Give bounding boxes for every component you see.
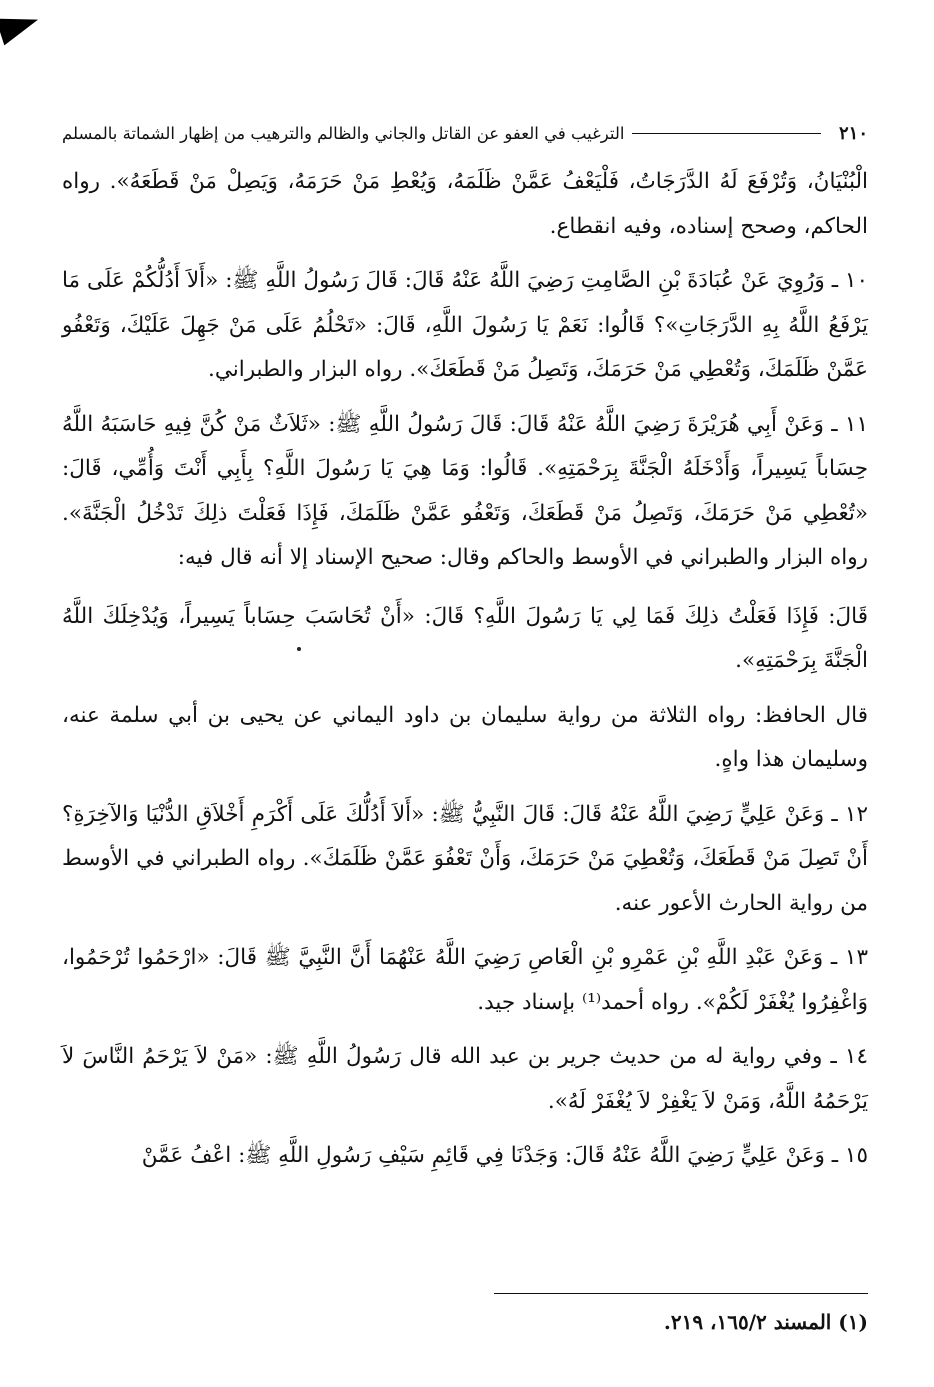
hadith-10: ١٠ ـ وَرُوِيَ عَنْ عُبَادَةَ بْنِ الصَّامِتِ رَضِيَ اللَّهُ عَنْهُ قَالَ: قَالَ رَسُولُ اللَّهِ ﷺ: «أَلاَ أَدُلُّكُمْ عَلَى مَا يَرْفَعُ اللَّهُ بِهِ الدَّرَجَاتِ»؟ قَالُوا: نَعَمْ يَا رَسُولَ اللَّهِ، قَالَ: «تَحْلُمُ عَلَى مَنْ جَهِلَ عَلَيْكَ، وَتَعْفُو عَمَّنْ ظَلَمَكَ، وَتُعْطِي مَنْ حَرَمَكَ، وَتَصِلُ مَنْ قَطَعَكَ». رواه البزار والطبراني.: [62, 268, 868, 382]
hadith-14: ١٤ ـ وفي رواية له من حديث جرير بن عبد الله قال رَسُولُ اللَّهِ ﷺ: «مَنْ لاَ يَرْحَمُ النَّاسَ لاَ يَرْحَمُهُ اللَّهُ، وَمَنْ لاَ يَغْفِرْ لاَ يُغْفَرْ لَهُ».: [62, 1044, 868, 1114]
hadith-12: ١٢ ـ وَعَنْ عَلِيٍّ رَضِيَ اللَّهُ عَنْهُ قَالَ: قَالَ النَّبِيُّ ﷺ: «أَلاَ أَدُلُّكَ عَلَى أَكْرَمِ أَخْلاَقِ الدُّنْيَا وَالآخِرَةِ؟ أَنْ تَصِلَ مَنْ قَطَعَكَ، وَتُعْطِيَ مَنْ حَرَمَكَ، وَأَنْ تَعْفُوَ عَمَّنْ ظَلَمَكَ». رواه الطبراني في الأوسط من رواية الحارث الأعور عنه.: [62, 801, 868, 916]
footnote-separator: [494, 1293, 868, 1294]
header-rule: [632, 133, 821, 134]
hadith-11: ١١ ـ وَعَنْ أَبِي هُرَيْرَةَ رَضِيَ اللَّهُ عَنْهُ قَالَ: قَالَ رَسُولُ اللَّهِ ﷺ: «ثَلاَثٌ مَنْ كُنَّ فِيهِ حَاسَبَهُ اللَّهُ حِسَاباً يَسِيراً، وَأَدْخَلَهُ الْجَنَّةَ بِرَحْمَتِهِ». قَالُوا: وَمَا هِيَ يَا رَسُولَ اللَّهِ؟ بِأَبِي أَنْتَ وَأُمِّي، قَالَ: «تُعْطِي مَنْ حَرَمَكَ، وَتَصِلُ مَنْ قَطَعَكَ، وَتَعْفُو عَمَّنْ ظَلَمَكَ، فَإِذَا فَعَلْتَ ذلِكَ تَدْخُلُ الْجَنَّةَ». رواه البزار والطبراني في الأوسط والحاكم وقال: صحيح الإسناد إلا أنه قال فيه:: [62, 411, 868, 570]
hadith-11-variant: قَالَ: فَإِذَا فَعَلْتُ ذلِكَ فَمَا لِي يَا رَسُولَ اللَّهِ؟ قَالَ: «أَنْ تُحَاسَبَ حِسَاباً يَسِيراً، وَيُدْخِلَكَ اللَّهُ الْجَنَّةَ بِرَحْمَتِهِ».: [62, 603, 868, 673]
running-title: الترغيب في العفو عن القاتل والجاني والظالم والترهيب من إظهار الشماتة بالمسلم: [62, 123, 625, 143]
corner-scan-mark: [0, 6, 42, 45]
hadith-15: ١٥ ـ وَعَنْ عَلِيٍّ رَضِيَ اللَّهُ عَنْهُ قَالَ: وَجَدْنَا فِي قَائِمِ سَيْفِ رَسُولِ اللَّهِ ﷺ: اعْفُ عَمَّنْ: [141, 1143, 868, 1168]
page-body: [62, 160, 868, 1179]
footnote: (١) المسند ١٦٥/٢، ٢١٩.: [663, 1310, 868, 1334]
hadith-13: ١٣ ـ وَعَنْ عَبْدِ اللَّهِ بْنِ عَمْرِو بْنِ الْعَاصِ رَضِيَ اللَّهُ عَنْهُمَا أَنَّ النَّبِيَّ ﷺ قَالَ: «ارْحَمُوا تُرْحَمُوا، وَاغْفِرُوا يُغْفَرْ لَكُمْ». رواه أحمد⁽¹⁾ بإسناد جيد.: [62, 945, 868, 1015]
page-number: ٢١٠: [838, 122, 868, 144]
ink-speck: [297, 647, 301, 651]
paragraph-continuation: الْبُنْيَانُ، وَتُرْفَعَ لَهُ الدَّرَجَاتُ، فَلْيَعْفُ عَمَّنْ ظَلَمَهُ، وَيُعْطِ مَنْ حَرَمَهُ، وَيَصِلْ مَنْ قَطَعَهُ». رواه الحاكم، وصحح إسناده، وفيه انقطاع.: [62, 169, 868, 239]
hafiz-note: قال الحافظ: رواه الثلاثة من رواية سليمان بن داود اليماني عن يحيى بن أبي سلمة عنه، وسليمان هذا واهٍ.: [62, 702, 868, 772]
page-header: [62, 118, 868, 148]
